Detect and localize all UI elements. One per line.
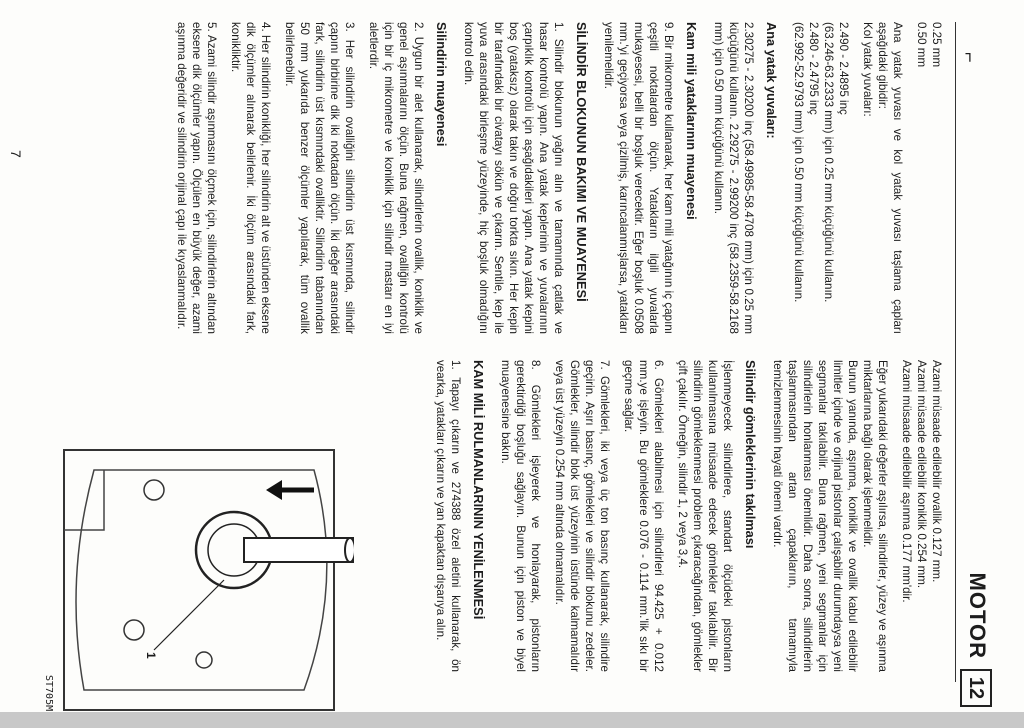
paragraph: Azami müsaade edilebilir ovallik 0.127 mm. Azami müsaade edilebilir koniklik 0.254 mm. Azami müsaade edilebilir aşınma 0.177 mm'dir. [900, 360, 943, 603]
paragraph: 0.25 mm 0.50 mm [915, 22, 943, 68]
figure-callout-1: 1 [144, 652, 158, 659]
section-heading: Ana yatak yuvaları: [764, 22, 779, 139]
paragraph: 9. Bir mikrometre kullanarak, her kam mili yatağının iç çapını çeşitli noktalardan ölçün. Yatakların ilgili yuvalarla mukayesesi, belli bir boşluk verecektir. Eğer boşluk 0.0508 mm.'yi geçiyorsa veya çizilmiş, karıncalanmışlarsa, yatakları yenilemelidir. [602, 22, 675, 334]
paragraph: 7. Gömlekleri, iki veya üç ton basınç kullanarak, silindire geçirin. Aşırı basınç, gömlekleri ve silindir blokunu zedeler. Gömlekler, silindir blok üst yüzeyinin üstünde kalmamalıdır veya üst yüzeyin 0.254 mm altında olmamalıdır. [553, 360, 611, 672]
text-column-right [424, 360, 944, 672]
camshaft-bearing-figure [34, 430, 354, 728]
paragraph: 1. Silindir blokunun yağını alın ve tamamında çatlak ve hasar kontrolü yapın. Ana yatak keplerinin ve yuvalarının çarpıklık kontrolü için aşağıdakileri yapın. Ana yatak kepini boş (yataksız) olarak takın ve doğru torkta sıkın. Her kepin bir tarafındaki bir civatayı sökün ve çıkarın. Sentile, kep ile yuva arasındaki birleşme yüzeyinde, hiç boşluk olmadığını kontrol edin. [462, 22, 565, 334]
figure-label: ST705M [43, 675, 54, 712]
paragraph: 8. Gömlekleri işleyerek ve honlayarak, pistonların gerektirdiği boşluğu sağlayın. Bunun için piston ve biyel muayenesine bakın. [499, 360, 542, 672]
paragraph: Eğer yukarıdaki değerler aşılırsa, silindirler, yüzey ve aşınma miktarlarına bağlı olarak işlenmelidir. Bunun yanında, aşınma, koniklik ve ovallik kabul edilebilir limitler içinde ve orijinal pistonlar çalışabilir durumdaysa yeni segmanlar takılabilir. Buna rağmen, yeni segmanlar için silindirlerin honlanması önemlidir. Daha sonra, silindirlerin taşlanmasından artan çapaklarıın, tamamıyla temizlenmesinin hayati önemi vardır. [771, 360, 889, 672]
paragraph: 2.30275 - 2.30200 inç (58.49985-58.4708 mm) için 0.25 mm küçüğünü kullanın. 2.29275 - 2.99200 inç (58.2359-58.2168 mm) için 0.50 mm küçüğünü kullanın. [712, 22, 755, 334]
scanner-edge-bar [0, 712, 1024, 728]
section-heading: Kam mili yataklarının muayenesi [684, 22, 699, 220]
section-heading: Silindir gömleklerinin takılması [743, 360, 758, 549]
section-heading: SİLİNDİR BLOKUNUN BAKIMI VE MUAYENESİ [574, 22, 589, 302]
paragraph: 2.490 - 2.4895 inç (63.246-63.2333 mm) için 0.25 mm küçüğünü kullanın. 2.480 - 2.4795 inç (62.992-52.9793 mm) için 0.50 mm küçüğünü kullanın. [792, 22, 850, 303]
page-number-box: 12 [960, 669, 992, 707]
paragraph: 1. Tapayı çıkarın ve 274388 özel aletini kullanarak, ön vearka, yatakları çıkarın ve yan kapaktan dışarıya alın. [434, 360, 462, 672]
section-title: MOTOR [965, 572, 990, 659]
paragraph: 3. Her silindirin ovalliğini silindirin üst kısmında, silindir çapını birbirine dik iki noktadan ölçün. İki değer arasındaki fark, silindirin üst kısmındaki ovalliktir. Silindirin tabanından 50 mm yukarıda benzer ölçümler yapılarak, tüm ovallik belirlenebilir. [283, 22, 356, 334]
paragraph: İşlenmeyecek silindirlere, standart ölçüdeki pistonların kullanılmasına müsaade edecek gömlekler takılabilir. Bir silindirin gömleklenmesi problem çıkaracağından, gömlekler çift çakılır. Örneğin, silindir 1, 2 veya 3,4. [676, 360, 734, 672]
header-rule [955, 22, 956, 682]
paragraph: 4. Her silindirin konikliği, her silindirin alt ve üstünden eksene dik ölçümler alınarak belirlenir. İki ölçüm arasındaki fark, konikliktir. [229, 22, 272, 334]
paragraph: Ana yatak yuvası ve kol yatak yuvası taşlama çapları aşağıdaki gibidir: Kol yatak yuvaları: [861, 22, 904, 334]
text-column-left [165, 22, 944, 334]
paragraph: 2. Uygun bir alet kullanarak, silindirlerin ovallik, koniklik ve genel aşınmalarını ölçün. Buna rağmen, ovalliğin kontrolü için bir iç mikrometre ve koniklik için silindir mastarı en iyi aletlerdir. [367, 22, 425, 334]
paragraph: 5. Azami silindir aşınmasını ölçmek için, silindirlerin altından eksene dik ölçümler yapın. Ölçülen en büyük değer, azami aşınma değeridir ve silindirin orijinal çapı ile kıyaslanmalıdır. [175, 22, 218, 334]
margin-number: 7 [8, 150, 24, 158]
engine-block-illustration [34, 430, 354, 728]
paragraph: 6. Gömlekleri alabilmesi için silindirleri 94.425 + 0.012 mm.ye işleyin. Bu gömleklere 0.076 - 0.114 mm.'lik sıkı bir geçme sağlar. [622, 360, 665, 672]
page-header [956, 22, 996, 707]
section-heading: Silindirin muayenesi [434, 22, 449, 147]
section-heading: KAM MİLİ RULMANLARININ YENİLENMESİ [471, 360, 486, 620]
corner-mark: ⌐ [960, 52, 980, 63]
